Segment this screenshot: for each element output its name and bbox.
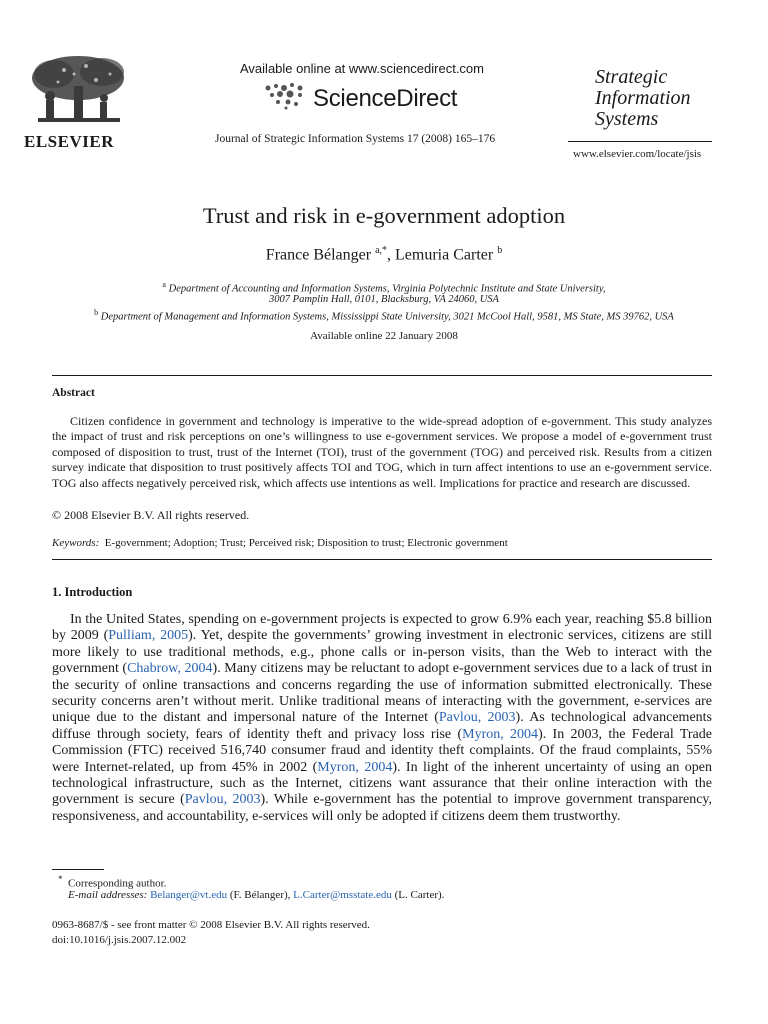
email-label: E-mail addresses:: [68, 889, 148, 901]
sciencedirect-dots-icon: [262, 82, 310, 115]
footnote-rule: [52, 869, 104, 870]
section-heading: 1. Introduction: [52, 585, 133, 599]
citation-link[interactable]: Myron, 2004: [317, 759, 393, 775]
sciencedirect-wordmark: ScienceDirect: [313, 85, 458, 112]
footnote-emails: [68, 889, 444, 901]
body-text: ). Many citizens may be reluctant to adopt e-government services due to a lack of trust in the security of online transactions and concerns regarding the use of information submitted electronically. These security concerns aren’t without merit. Unlike traditional means of interacting with the government, e-services are unique due to the distant and impersonal nature of the Internet (: [52, 661, 713, 726]
available-online-date: Available online 22 January 2008: [310, 330, 458, 342]
journal-logo-line: Strategic: [595, 66, 668, 88]
elsevier-tree-logo: [24, 52, 134, 132]
citation-link[interactable]: Pavlou, 2003: [184, 792, 261, 808]
intro-paragraph: [52, 612, 712, 825]
body-text: In the United States, spending on e-government projects is expected to grow 6.9% each year, reaching $5.8 billion by 2009 (: [52, 612, 712, 644]
journal-citation: Journal of Strategic Information Systems 17 (2008) 165–176: [215, 133, 496, 145]
affil-mark: b: [94, 308, 99, 317]
journal-logo-line: Information: [595, 87, 691, 109]
citation-link[interactable]: Pulliam, 2005: [108, 628, 189, 644]
body-text: ). As technological advancements diffuse through society, fears of identity theft and privacy loss rise (: [52, 710, 712, 742]
author-affil-mark[interactable]: a,*: [375, 245, 388, 256]
affiliation-a-line2: 3007 Pamplin Hall, 0101, Blacksburg, VA 24060, USA: [269, 294, 499, 305]
author-name: France Bélanger: [265, 246, 372, 264]
keywords-label: Keywords:: [52, 537, 100, 549]
affil-mark: a: [162, 280, 166, 289]
abstract-text: Citizen confidence in government and technology is imperative to the wide-spread adoption of e-government. This study analyzes the impact of trust and risk perceptions on one’s willingness to use e-government services. We propose a model of e-government trust composed of disposition to trust, trust of the Internet (TOI), trust of the government (TOG) and perceived risk. Results from a citizen survey indicate that disposition to trust positively affects TOI and TOG, which in turn affect intentions to use an e-government service. TOG also affects negatively perceived risk, which affects use intentions as well. Implications for practice and research are discussed.: [52, 414, 712, 490]
body-text: ). Yet, despite the governments’ growing investment in electronic services, citizens are still more likely to use traditional methods, e.g., phone calls or in-person visits, than the Web to interact with the government (: [52, 628, 712, 677]
abstract-heading: Abstract: [52, 387, 95, 399]
affiliation-a: [0, 280, 768, 295]
email-link[interactable]: L.Carter@msstate.edu: [293, 889, 392, 901]
affil-text: Department of Accounting and Information Systems, Virginia Polytechnic Institute and State University,: [168, 283, 606, 295]
issn-line: 0963-8687/$ - see front matter © 2008 Elsevier B.V. All rights reserved.: [52, 919, 370, 931]
journal-logo: [595, 67, 691, 130]
keywords: [52, 537, 508, 549]
email-link[interactable]: Belanger@vt.edu: [150, 889, 228, 901]
doi-line[interactable]: doi:10.1016/j.jsis.2007.12.002: [52, 934, 187, 946]
author-separator: ,: [387, 246, 396, 264]
author-affil-mark[interactable]: b: [497, 245, 503, 256]
journal-logo-rule: [568, 141, 712, 142]
article-title: Trust and risk in e-government adoption: [202, 203, 566, 228]
email-owner: (F. Bélanger),: [227, 889, 294, 901]
divider: [52, 375, 712, 376]
journal-logo-line: Systems: [595, 108, 659, 130]
body-text: ). While e-government has the potential to improve government transparency, responsiveness, and accountability, e-services will only be adopted if citizens deem them trustworthy.: [52, 792, 713, 824]
email-owner: (L. Carter).: [391, 889, 445, 901]
citation-link[interactable]: Myron, 2004: [462, 726, 539, 742]
affil-text: Department of Management and Information Systems, Mississippi State University, 3021 McCool Hall, 9581, MS State, MS 39762, USA: [100, 311, 674, 323]
body-text: ). In 2003, the Federal Trade Commission (FTC) received 516,740 consumer fraud and identity theft complaints. Of the fraud complaints, 55% were Internet-related, up from 45% in 2002 (: [52, 726, 712, 775]
author-list: [0, 245, 768, 264]
footnote-corresponding: [58, 874, 166, 890]
citation-link[interactable]: Chabrow, 2004: [127, 661, 213, 677]
author-name: Lemuria Carter: [395, 246, 494, 264]
journal-url[interactable]: www.elsevier.com/locate/jsis: [573, 148, 702, 160]
abstract-body: [52, 414, 712, 491]
available-online-at: Available online at www.sciencedirect.com: [240, 61, 484, 76]
affiliation-b: [0, 308, 768, 323]
abstract-copyright: © 2008 Elsevier B.V. All rights reserved.: [52, 508, 250, 522]
keywords-list: E-government; Adoption; Trust; Perceived risk; Disposition to trust; Electronic government: [104, 537, 508, 549]
citation-link[interactable]: Pavlou, 2003: [438, 710, 516, 726]
body-text: ). In light of the inherent uncertainty of using an open technological infrastructure, such as the Internet, citizens want assurance that their online interaction with the government is secure (: [52, 759, 712, 808]
footnote-mark: *: [58, 874, 63, 884]
divider: [52, 559, 712, 560]
footnote-text: Corresponding author.: [68, 877, 167, 890]
elsevier-wordmark: ELSEVIER: [24, 132, 114, 151]
